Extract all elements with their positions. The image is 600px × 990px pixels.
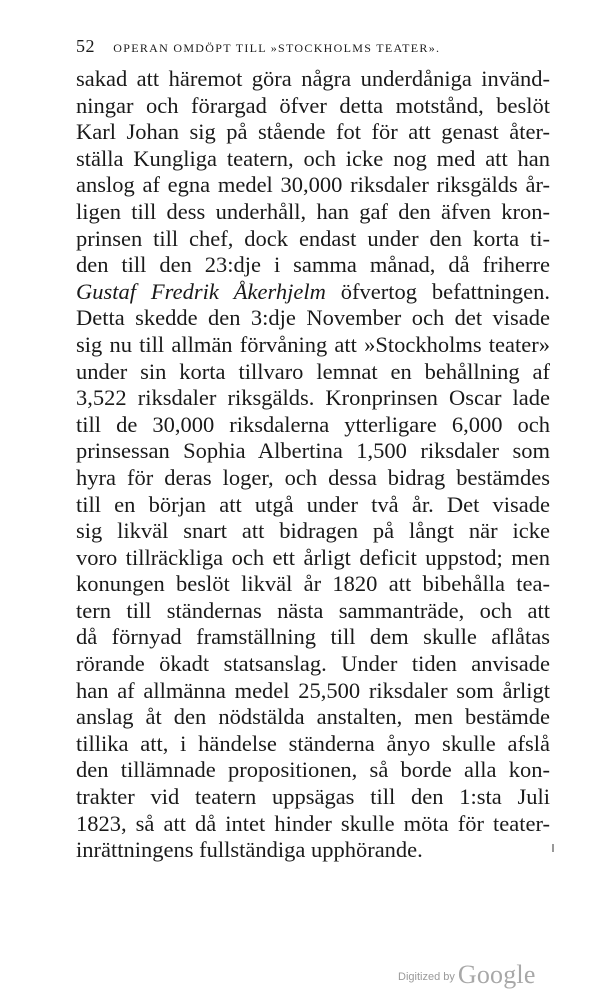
text-line: trakter vid teatern uppsägas till den 1:sta Juli — [76, 784, 550, 810]
body-text — [76, 66, 550, 864]
text-line: då förnyad framställning till dem skulle aflåtas — [76, 624, 550, 650]
running-head: OPERAN OMDÖPT TILL »STOCKHOLMS TEATER». — [113, 41, 441, 55]
text-line: ligen till dess underhåll, han gaf den äfven kron- — [76, 198, 550, 224]
person-name-italic: Gustaf Fredrik Åkerhjelm — [76, 278, 326, 304]
text-line: sakad att häremot göra några underdåniga invänd- — [76, 66, 550, 91]
text-line: prinsessan Sophia Albertina 1,500 riksdaler som — [76, 438, 550, 464]
text-line: Detta skedde den 3:dje November och det visade — [76, 305, 550, 331]
text-line: 1823, så att då intet hinder skulle möta för teater- — [76, 810, 550, 836]
text-line: till de 30,000 riksdalerna ytterligare 6,000 och — [76, 411, 550, 437]
text-line: ställa Kungliga teatern, och icke nog med att han — [76, 145, 550, 171]
text-line: hyra för deras loger, och dessa bidrag bestämdes — [76, 464, 550, 490]
google-logo: Google — [457, 960, 536, 989]
text-line: tillika att, i händelse ständerna ånyo skulle afslå — [76, 730, 550, 756]
text-line-final: inrättningens fullständiga upphörande. — [76, 837, 423, 863]
text-line: han af allmänna medel 25,500 riksdaler som årligt — [76, 677, 550, 703]
digitization-watermark — [398, 960, 536, 988]
margin-mark — [552, 844, 554, 852]
text-line: ningar och förargad öfver detta motstånd, beslöt — [76, 92, 550, 118]
text-line: den tillämnade propositionen, så borde alla kon- — [76, 757, 550, 783]
text-line: rörande ökadt statsanslag. Under tiden anvisade — [76, 651, 550, 677]
text-line: under sin korta tillvaro lemnat en behållning af — [76, 358, 550, 384]
page-header — [76, 33, 536, 59]
text-line: Karl Johan sig på stående fot för att genast åter- — [76, 119, 550, 145]
page-number: 52 — [76, 36, 95, 56]
text-line: tern till ständernas nästa sammanträde, och att — [76, 597, 550, 623]
text-line: prinsen till chef, dock endast under den korta ti- — [76, 225, 550, 251]
text-line: 3,522 riksdaler riksgälds. Kronprinsen Oscar lade — [76, 385, 550, 411]
text-line-rest: öfvertog befattningen. — [325, 278, 550, 304]
text-line: konungen beslöt likväl år 1820 att bibehålla tea- — [76, 571, 550, 597]
text-line: den till den 23:dje i samma månad, då friherre — [76, 252, 550, 278]
text-line: sig likväl snart att bidragen på långt när icke — [76, 518, 550, 544]
text-line-with-name — [76, 279, 550, 306]
text-line: anslog af egna medel 30,000 riksdaler riksgälds år- — [76, 172, 550, 198]
text-line: voro tillräckliga och ett årligt deficit uppstod; men — [76, 544, 550, 570]
text-line: till en början att utgå under två år. Det visade — [76, 491, 550, 517]
watermark-prefix: Digitized by — [398, 971, 455, 983]
text-line: anslag åt den nödstälda anstalten, men bestämde — [76, 704, 550, 730]
text-line: sig nu till allmän förvåning att »Stockholms teater» — [76, 331, 550, 357]
